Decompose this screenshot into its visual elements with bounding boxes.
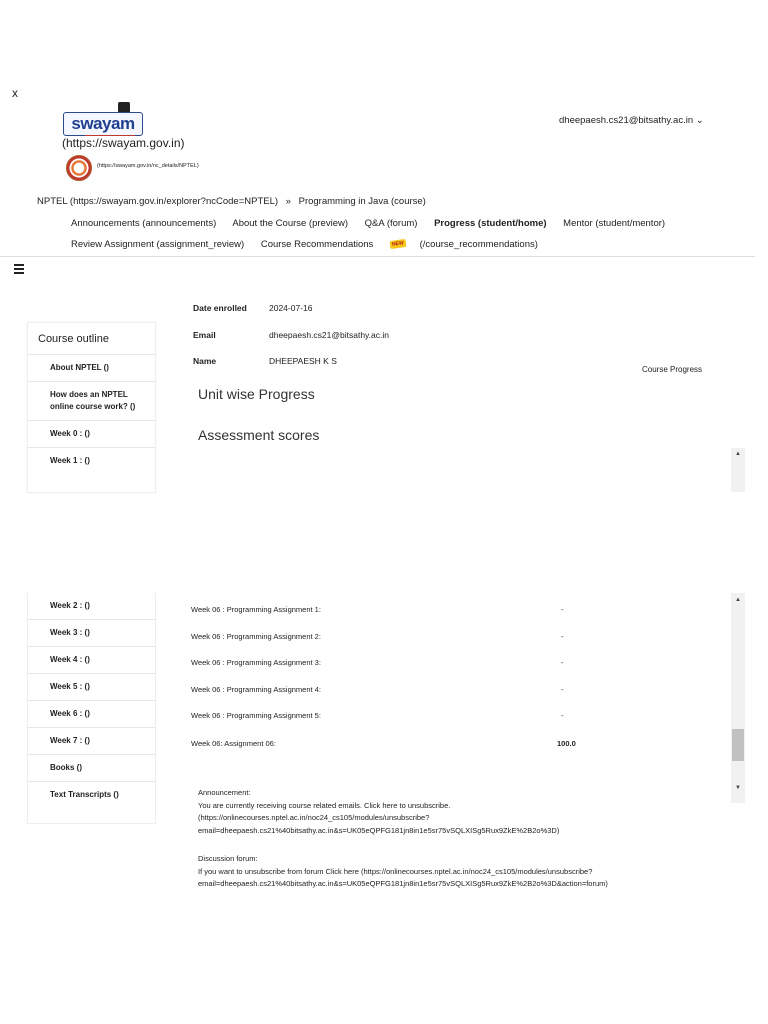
nav-review-assignment[interactable]: Review Assignment (assignment_review) [71, 239, 245, 250]
course-nav-row-1 [71, 218, 679, 229]
assignment-row-5-score: - [561, 711, 564, 720]
course-outline-sidebar-continued [27, 593, 156, 824]
sidebar-item-books[interactable]: Books () [28, 755, 155, 782]
assignment-row-2-name: Week 06 : Programming Assignment 2: [191, 632, 321, 641]
assignment-row-4-name: Week 06 : Programming Assignment 4: [191, 685, 321, 694]
assessment-scores-heading: Assessment scores [198, 427, 320, 443]
assignment-row-3-name: Week 06 : Programming Assignment 3: [191, 658, 321, 667]
sidebar-item-week-5[interactable]: Week 5 : () [28, 674, 155, 701]
chevron-down-icon: ⌄ [695, 115, 704, 126]
nav-course-recommendations-label: Course Recommendations [260, 239, 374, 250]
breadcrumb-current[interactable]: Programming in Java (course) [298, 196, 426, 207]
assignment-list-scrollbar[interactable] [731, 593, 745, 803]
course-outline-title: Course outline [28, 323, 155, 355]
sidebar-item-about-nptel[interactable]: About NPTEL () [28, 355, 155, 382]
assignment-row-1-name: Week 06 : Programming Assignment 1: [191, 605, 321, 614]
assignment-row-3-score: - [561, 658, 564, 667]
announcement-notice [198, 787, 738, 837]
assignment-row-2-score: - [561, 632, 564, 641]
sidebar-item-week-7[interactable]: Week 7 : () [28, 728, 155, 755]
breadcrumb-root-link[interactable]: NPTEL (https://swayam.gov.in/explorer?ncCode=NPTEL) [37, 196, 279, 207]
announcement-unsubscribe-link[interactable]: (https://onlinecourses.nptel.ac.in/noc24_cs105/modules/unsubscribe? [198, 813, 430, 822]
new-badge-icon: NEW [389, 239, 406, 249]
user-email: dheepaesh.cs21@bitsathy.ac.in [559, 115, 694, 126]
unit-wise-progress-heading: Unit wise Progress [198, 386, 315, 402]
assignment-row-5-name: Week 06 : Programming Assignment 5: [191, 711, 321, 720]
logo-tagline-graphic [63, 104, 123, 112]
nav-progress[interactable]: Progress (student/home) [434, 218, 547, 229]
scrollbar-thumb[interactable] [732, 729, 744, 761]
date-enrolled-value: 2024-07-16 [269, 303, 313, 313]
announcement-unsubscribe-text[interactable]: You are currently receiving course related emails. Click here to unsubscribe. [198, 800, 451, 810]
hamburger-menu-icon[interactable] [14, 264, 24, 276]
forum-title: Discussion forum: [198, 854, 258, 863]
nav-announcements[interactable]: Announcements (announcements) [71, 218, 217, 229]
graduation-cap-icon [118, 102, 130, 112]
assignment-row-6-score: 100.0 [557, 739, 576, 748]
course-progress-label: Course Progress [642, 365, 703, 374]
close-button[interactable]: x [12, 86, 18, 100]
email-value: dheepaesh.cs21@bitsathy.ac.in [269, 330, 389, 340]
nav-course-recommendations-path: (/course_recommendations) [419, 239, 538, 250]
assignment-row-6-name: Week 06: Assignment 06: [191, 739, 276, 748]
name-value: DHEEPAESH K S [269, 356, 337, 366]
scroll-up-icon[interactable]: ▲ [735, 451, 741, 457]
announcement-title: Announcement: [198, 788, 251, 797]
assignment-row-1-score: - [561, 605, 564, 614]
sidebar-item-week-4[interactable]: Week 4 : () [28, 647, 155, 674]
sidebar-item-how-nptel-works[interactable]: How does an NPTEL online course work? () [28, 382, 155, 421]
name-label: Name [193, 356, 217, 366]
forum-notice [198, 853, 738, 891]
sidebar-item-text-transcripts[interactable]: Text Transcripts () [50, 790, 119, 799]
swayam-logo-text: swayam [63, 112, 143, 136]
breadcrumb [37, 196, 426, 207]
sidebar-item-week-0[interactable]: Week 0 : () [28, 421, 155, 448]
course-nav-row-2 [71, 239, 566, 250]
assignment-row-4-score: - [561, 685, 564, 694]
scroll-up-icon[interactable]: ▲ [735, 597, 741, 603]
nav-course-recommendations[interactable] [261, 239, 552, 250]
nptel-emblem-icon[interactable] [66, 155, 92, 181]
sidebar-item-week-6[interactable]: Week 6 : () [28, 701, 155, 728]
swayam-logo[interactable] [63, 104, 143, 136]
nptel-link[interactable]: (https://swayam.gov.in/nc_details/NPTEL) [97, 163, 199, 169]
breadcrumb-separator: » [285, 196, 291, 207]
forum-unsubscribe-link-cont[interactable]: email=dheepaesh.cs21%40bitsathy.ac.in&s=UK05eQPFG181jn8in1e5sr75vSQLXISg5Rux9ZkE%2B2o%3D&action=forum) [198, 879, 608, 888]
sidebar-item-week-3[interactable]: Week 3 : () [28, 620, 155, 647]
nav-mentor[interactable]: Mentor (student/mentor) [563, 218, 666, 229]
announcement-unsubscribe-link-cont[interactable]: email=dheepaesh.cs21%40bitsathy.ac.in&s=UK05eQPFG181jn8in1e5sr75vSQLXISg5Rux9ZkE%2B2o%3D) [198, 825, 560, 835]
email-label: Email [193, 330, 216, 340]
scroll-down-icon[interactable]: ▼ [735, 785, 741, 791]
nav-qa-forum[interactable]: Q&A (forum) [364, 218, 418, 229]
course-outline-sidebar [27, 322, 156, 493]
forum-unsubscribe-link[interactable]: If you want to unsubscribe from forum Click here (https://onlinecourses.nptel.ac.in/noc24_cs105/modules/unsubscribe? [198, 866, 593, 876]
nav-about-course[interactable]: About the Course (preview) [232, 218, 348, 229]
sidebar-item-week-2[interactable]: Week 2 : () [28, 593, 155, 620]
swayam-home-link[interactable]: (https://swayam.gov.in) [62, 136, 185, 150]
date-enrolled-label: Date enrolled [193, 303, 247, 313]
user-menu[interactable] [559, 115, 704, 126]
assessment-scrollbar-top[interactable] [731, 448, 745, 492]
sidebar-item-week-1[interactable]: Week 1 : () [50, 456, 90, 465]
header-divider [0, 256, 755, 257]
